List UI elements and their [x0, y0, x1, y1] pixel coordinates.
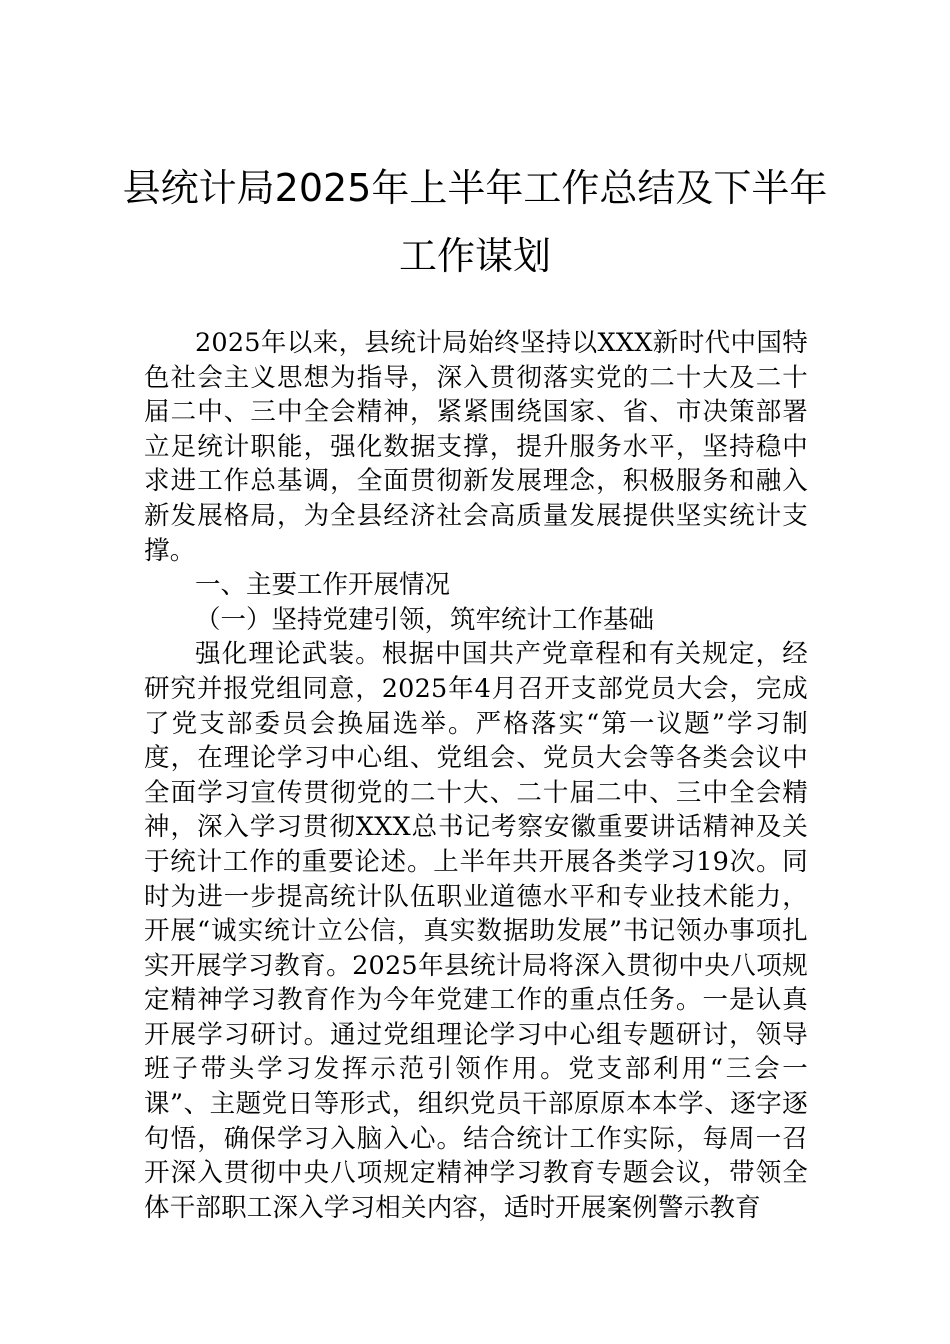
subsection-heading: （一）坚持党建引领，筑牢统计工作基础	[195, 604, 655, 635]
document-body	[144, 326, 808, 1225]
section-heading: 一、主要工作开展情况	[195, 570, 451, 601]
intro-paragraph: 2025年以来，县统计局始终坚持以XXX新时代中国特色社会主义思想为指导，深入贯彻落实党的二十大及二十届二中、三中全会精神，紧紧围绕国家、省、市决策部署立足统计职能，强化数据支撑，提升服务水平，坚持稳中求进工作总基调，全面贯彻新发展理念，积极服务和融入新发展格局，为全县经济社会高质量发展提供坚实统计支撑。	[144, 328, 808, 566]
body-paragraph: 强化理论武装。根据中国共产党章程和有关规定，经研究并报党组同意，2025年4月召开支部党员大会，完成了党支部委员会换届选举。严格落实“第一议题”学习制度，在理论学习中心组、党组会、党员大会等各类会议中全面学习宣传贯彻党的二十大、二十届二中、三中全会精神，深入学习贯彻XXX总书记考察安徽重要讲话精神及关于统计工作的重要论述。上半年共开展各类学习19次。同时为进一步提高统计队伍职业道德水平和专业技术能力，开展“诚实统计立公信，真实数据助发展”书记领办事项扎实开展学习教育。2025年县统计局将深入贯彻中央八项规定精神学习教育作为今年党建工作的重点任务。一是认真开展学习研讨。通过党组理论学习中心组专题研讨，领导班子带头学习发挥示范引领作用。党支部利用“三会一课”、主题党日等形式，组织党员干部原原本本学、逐字逐句悟，确保学习入脑入心。结合统计工作实际，每周一召开深入贯彻中央八项规定精神学习教育专题会议，带领全体干部职工深入学习相关内容，适时开展案例警示教育	[144, 639, 808, 1223]
document-title-line-2: 工作谋划	[398, 234, 551, 278]
document-title-line-1: 县统计局2025年上半年工作总结及下半年	[122, 166, 828, 210]
